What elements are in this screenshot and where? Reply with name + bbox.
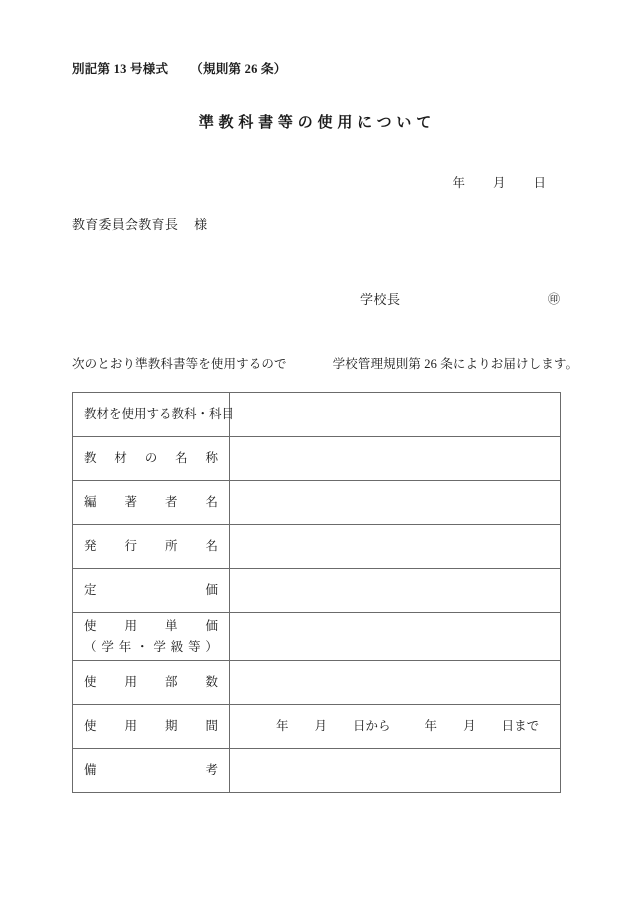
label-char: ） (205, 639, 218, 654)
row-label-text: 教材を使用する教科・科目 (84, 407, 235, 422)
row-label-period (73, 705, 230, 749)
label-char: 級 (170, 639, 184, 654)
row-label-text-2 (84, 638, 218, 656)
row-value-author[interactable] (230, 481, 561, 525)
row-label-copies (73, 661, 230, 705)
table-row (73, 525, 561, 569)
label-char: 数 (205, 675, 218, 690)
period-template (242, 719, 539, 733)
period-to-year: 年 (424, 718, 438, 733)
seal-stamp-icon: ㊞ (547, 292, 560, 306)
form-table-body (73, 393, 561, 793)
row-value-period[interactable] (230, 705, 561, 749)
label-char: 所 (164, 539, 178, 554)
form-number-header (72, 61, 287, 79)
row-label-subject (73, 393, 235, 437)
row-label-unit-price (73, 613, 230, 661)
label-char: ・ (136, 639, 149, 654)
signer-label: 学校長 (360, 292, 401, 307)
row-value-publisher[interactable] (230, 525, 561, 569)
date-line (0, 175, 560, 193)
row-label-text (84, 537, 218, 555)
label-char: 年 (118, 639, 132, 654)
table-row (73, 661, 561, 705)
row-value-list-price[interactable] (230, 569, 561, 613)
row-label-text (84, 581, 218, 599)
row-value-copies[interactable] (230, 661, 561, 705)
page-title: 準教科書等の使用について (198, 115, 437, 131)
label-char: 等 (188, 639, 201, 654)
date-year-label: 年 (452, 176, 465, 190)
label-char: 間 (205, 719, 218, 734)
label-char: 用 (124, 675, 137, 690)
row-value-remarks[interactable] (230, 749, 561, 793)
row-label-list-price (73, 569, 230, 613)
label-char: （ (84, 639, 97, 654)
label-char: 編 (84, 495, 97, 510)
addressee-honorific: 様 (194, 217, 208, 232)
row-label-text (84, 493, 218, 511)
row-label-text (84, 717, 218, 735)
label-char: 価 (205, 619, 218, 634)
row-label-author (73, 481, 230, 525)
label-char: 学 (101, 639, 114, 654)
period-from-day: 日から (353, 718, 391, 733)
label-char: 名 (205, 539, 218, 554)
label-char: 著 (124, 495, 137, 510)
statement-first-part: 次のとおり準教科書等を使用するので (72, 357, 287, 371)
row-label-text (84, 617, 218, 635)
label-char: 称 (205, 451, 218, 466)
label-char: 者 (164, 495, 178, 510)
date-day-label: 日 (533, 176, 546, 190)
form-number-text: 別記第 13 号様式 (72, 62, 169, 76)
table-row (73, 749, 561, 793)
regulation-reference-text: （規則第 26 条） (190, 62, 287, 76)
signer-line (360, 291, 560, 309)
label-char: 教 (84, 451, 97, 466)
row-label-text (84, 673, 218, 691)
period-to-month: 月 (463, 718, 476, 733)
table-row (73, 705, 561, 749)
label-char: 部 (164, 675, 178, 690)
label-char: 学 (153, 639, 166, 654)
label-char: 使 (84, 719, 97, 734)
label-char: 用 (124, 719, 137, 734)
label-char: 考 (205, 763, 218, 778)
period-to-day: 日まで (501, 718, 540, 733)
label-char: の (144, 451, 158, 466)
label-char: 単 (164, 619, 178, 634)
label-char: 名 (175, 451, 188, 466)
addressee-line (72, 216, 207, 234)
label-char: 備 (84, 763, 97, 778)
form-table (72, 392, 561, 793)
label-char: 材 (114, 451, 127, 466)
label-char: 発 (84, 539, 97, 554)
row-label-material-name (73, 437, 230, 481)
period-from-year: 年 (276, 718, 289, 733)
table-row (73, 613, 561, 661)
label-char: 用 (124, 619, 137, 634)
label-char: 使 (84, 619, 97, 634)
statement-line (72, 356, 579, 374)
statement-second-part: 学校管理規則第 26 条によりお届けします。 (332, 357, 579, 371)
table-row (73, 569, 561, 613)
label-char: 価 (205, 583, 218, 598)
label-char: 行 (124, 539, 137, 554)
row-label-text (84, 761, 218, 779)
label-char: 名 (205, 495, 218, 510)
table-row (73, 437, 561, 481)
label-char: 使 (84, 675, 97, 690)
row-label-remarks (73, 749, 230, 793)
date-month-label: 月 (492, 176, 506, 190)
label-char: 期 (164, 719, 178, 734)
row-value-material-name[interactable] (230, 437, 561, 481)
row-value-unit-price[interactable] (230, 613, 561, 661)
table-row (73, 481, 561, 525)
table-row (73, 393, 561, 437)
addressee-name: 教育委員会教育長 (72, 217, 179, 232)
row-label-publisher (73, 525, 230, 569)
period-from-month: 月 (314, 718, 328, 733)
row-value-subject[interactable] (230, 393, 561, 437)
row-label-text (84, 449, 218, 467)
label-char: 定 (84, 583, 97, 598)
